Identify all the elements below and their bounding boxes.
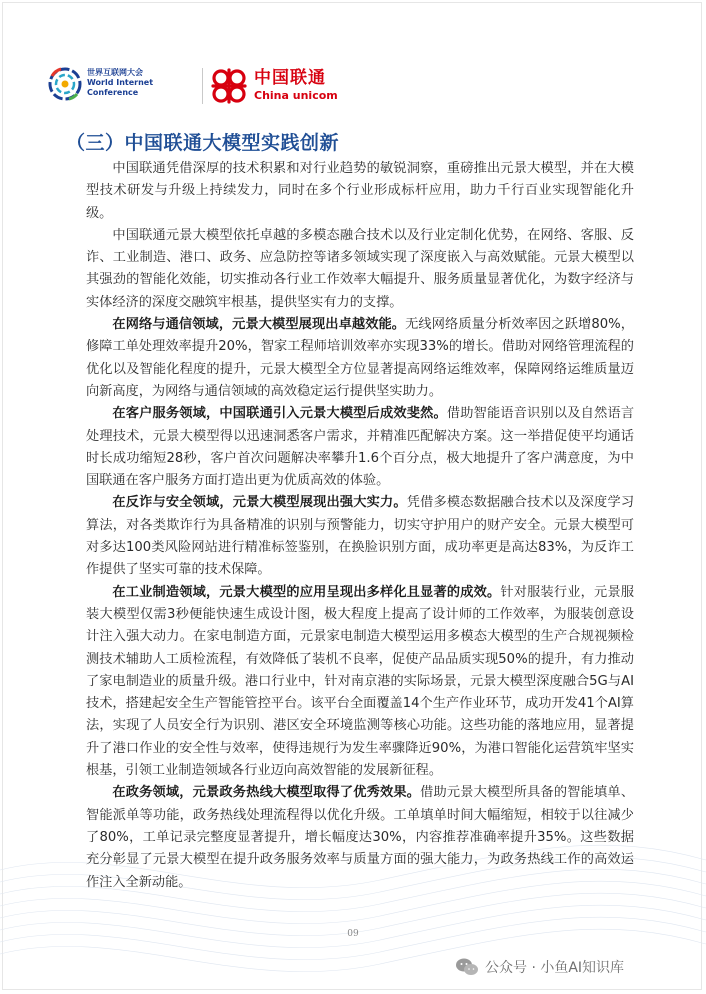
paragraph-text: 无线网络质量分析效率因之跃增80%，修障工单处理效率提升20%，智家工程师培训效率亦实现33%的增长。借助对网络管理流程的优化以及智能化程度的提升，元景大模型全方位显著提高网络运维效率，保障网络运维质量迈向新高度，为网络与通信领域的高效稳定运行提供坚实助力。 bbox=[86, 317, 634, 399]
wechat-watermark bbox=[455, 956, 624, 978]
paragraph-industrial bbox=[86, 582, 634, 783]
paragraph-text: 借助智能语音识别以及自然语言处理技术，元景大模型得以迅速洞悉客户需求，并精准匹配解决方案。这一举措促使平均通话时长成功缩短28秒，客户首次问题解决率攀升1.6个百分点，极大地提升了客户满意度，为中国联通在客户服务方面打造出更为优质高效的体验。 bbox=[86, 406, 635, 489]
china-unicom-name: 中国联通 bbox=[254, 68, 326, 88]
wechat-icon bbox=[455, 957, 479, 977]
wic-logo-line-en2: Conference bbox=[87, 88, 139, 97]
watermark-text: 公众号 · 小鱼AI知识库 bbox=[485, 960, 625, 976]
paragraph-lead: 在反诈与安全领域，元景大模型展现出强大实力。 bbox=[112, 495, 407, 511]
china-unicom-knot-logo bbox=[207, 64, 251, 108]
paragraph-lead: 在政务领域，元景政务热线大模型取得了优秀效果。 bbox=[112, 785, 421, 801]
paragraph-network bbox=[86, 314, 634, 403]
wic-logo-line-en1: World Internet bbox=[87, 78, 154, 87]
paragraph-text: 借助元景大模型所具备的智能填单、智能派单等功能，政务热线处理流程得以优化升级。工单填单时间大幅缩短，相较于以往减少了80%，工单记录完整度显著提升，增长幅度达30%，内容推荐准确率提升35%。这些数据充分彰显了元景大模型在提升政务服务效率与质量方面的强大能力，为政务热线工作的高效运作注入全新动能。 bbox=[86, 785, 635, 890]
page-header bbox=[47, 62, 347, 114]
paragraph-anti-fraud bbox=[86, 492, 634, 581]
paragraph-customer-service bbox=[86, 403, 634, 492]
paragraph-intro bbox=[86, 158, 634, 225]
paragraph-text: 中国联通凭借深厚的技术积累和对行业趋势的敏锐洞察，重磅推出元景大模型，并在大模型技术研发与升级上持续发力，同时在多个行业形成标杆应用，助力千行百业实现智能化升级。 bbox=[86, 161, 634, 221]
paragraph-text: 凭借多模态数据融合技术以及深度学习算法，对各类欺诈行为具备精准的识别与预警能力，切实守护用户的财产安全。元景大模型可对多达100类风险网站进行精准标签鉴别，在换脸识别方面，成功率更是高达83%，为反诈工作提供了坚实可靠的技术保障。 bbox=[86, 495, 635, 578]
china-unicom-name-en: China unicom bbox=[254, 89, 338, 102]
body-text bbox=[86, 158, 634, 894]
wic-logo-line-cn: 世界互联网大会 bbox=[87, 68, 143, 77]
paragraph-text: 中国联通元景大模型依托卓越的多模态融合技术以及行业定制化优势，在网络、客服、反诈、工业制造、港口、政务、应急防控等诸多领域实现了深度嵌入与高效赋能。元景大模型以其强劲的智能化效能，切实推动各行业工作效率大幅提升、服务质量显著优化，为数字经济与实体经济的深度交融筑牢根基，提供坚实有力的支撑。 bbox=[86, 227, 634, 310]
paragraph-text: 针对服装行业，元景服装大模型仅需3秒便能快速生成设计图，极大程度上提高了设计师的工作效率，为服装创意设计注入强大动力。在家电制造方面，元景家电制造大模型运用多模态大模型的生产合规视频检测技术辅助人工质检流程，有效降低了装机不良率，促使产品品质实现50%的提升，有力推动了家电制造业的质量升级。港口行业中，针对南京港的实际场景，元景大模型深度融合5G与AI技术，搭建起安全生产智能管控平台。该平台全面覆盖14个生产作业环节，成功开发41个AI算法，实现了人员安全行为识别、港区安全环境监测等核心功能。这些功能的落地应用，显著提升了港口作业的安全性与效率，使得违规行为发生率骤降近90%，为港口智能化运营筑牢坚实根基，引领工业制造领域各行业迈向高效智能的发展新征程。 bbox=[86, 584, 635, 779]
logo-divider bbox=[202, 68, 203, 104]
section-title: （三）中国联通大模型实践创新 bbox=[66, 132, 340, 154]
china-unicom-wordmark bbox=[254, 68, 338, 103]
paragraph-overview bbox=[86, 225, 634, 314]
paragraph-lead: 在网络与通信领域，元景大模型展现出卓越效能。 bbox=[112, 317, 406, 333]
paragraph-lead: 在客户服务领域，中国联通引入元景大模型后成效斐然。 bbox=[112, 406, 447, 422]
wic-logo-text bbox=[87, 68, 153, 98]
world-internet-conference-logo bbox=[47, 64, 83, 104]
page-number: 09 bbox=[347, 929, 359, 939]
paragraph-government bbox=[86, 782, 634, 893]
paragraph-lead: 在工业制造领域，元景大模型的应用呈现出多样化且显著的成效。 bbox=[112, 584, 501, 600]
